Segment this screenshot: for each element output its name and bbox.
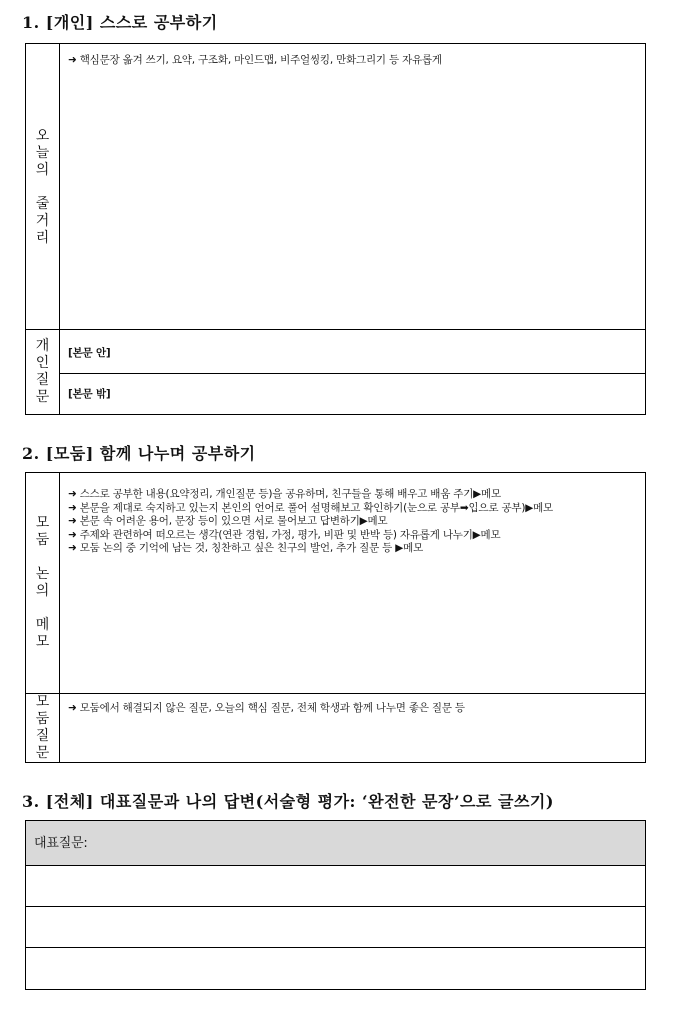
memo-label-a: 모둠 <box>35 515 50 548</box>
group-question-field[interactable] <box>60 717 645 761</box>
group-question-hint: ➜ 모둠에서 해결되지 않은 질문, 오늘의 핵심 질문, 전체 학생과 함께 나누면 좋은 질문 등 <box>68 702 465 714</box>
memo-label-c: 메모 <box>35 617 50 650</box>
memo-label-b: 논의 <box>35 566 50 599</box>
notes-hint: ➜ 핵심문장 옮겨 쓰기, 요약, 구조화, 마인드맵, 비주얼씽킹, 만화그리기 등 자유롭게 <box>68 54 442 66</box>
section2-table <box>25 472 646 763</box>
personal-question-text: 개인질문 <box>35 338 50 405</box>
notes-label-b: 줄거리 <box>35 195 50 246</box>
outside-question-field[interactable] <box>146 377 641 411</box>
inside-question-field[interactable] <box>146 334 641 370</box>
notes-label <box>26 44 60 330</box>
answer-line-3[interactable] <box>26 948 645 989</box>
representative-question-header <box>26 821 645 865</box>
list-item: ➜ 주제와 관련하여 떠오르는 생각(연관 경험, 가정, 평가, 비판 및 반박 등) 자유롭게 나누기▶메모 <box>68 528 501 541</box>
section2-heading: 2. [모둠] 함께 나누며 공부하기 <box>22 444 256 463</box>
inside-text-label: [본문 안] <box>68 347 111 359</box>
section3-heading: 3. [전체] 대표질문과 나의 답변(서술형 평가: ‘완전한 문장’으로 글쓰기) <box>22 792 554 811</box>
notes-area[interactable] <box>60 68 645 328</box>
personal-question-label <box>26 330 60 414</box>
answer-line-2[interactable] <box>26 907 645 947</box>
outside-text-label: [본문 밖] <box>68 388 111 400</box>
list-item: ➜ 본문을 제대로 숙지하고 있는지 본인의 언어로 풀어 설명해보고 확인하기(눈으로 공부➡입으로 공부)▶메모 <box>68 501 553 514</box>
answer-line-1[interactable] <box>26 866 645 906</box>
memo-area[interactable] <box>60 563 645 691</box>
divider <box>26 329 645 330</box>
group-memo-label <box>26 473 60 693</box>
section1-heading: 1. [개인] 스스로 공부하기 <box>22 13 218 32</box>
section1-table <box>25 43 646 415</box>
section3-table <box>25 820 646 990</box>
notes-label-a: 오늘의 <box>35 127 50 178</box>
divider <box>60 373 645 374</box>
divider <box>26 693 645 694</box>
group-question-label <box>26 693 60 762</box>
memo-list <box>68 488 553 556</box>
list-item: ➜ 모둠 논의 중 기억에 남는 것, 칭찬하고 싶은 친구의 발언, 추가 질문 등 ▶메모 <box>68 542 424 554</box>
list-item: ➜ 스스로 공부한 내용(요약정리, 개인질문 등)을 공유하며, 친구들을 통해 배우고 배움 주기▶메모 <box>68 488 501 500</box>
group-question-text: 모둠질문 <box>35 693 50 761</box>
representative-question-label: 대표질문: <box>34 836 88 851</box>
list-item: ➜ 본문 속 어려운 용어, 문장 등이 있으면 서로 물어보고 답변하기▶메모 <box>68 515 388 527</box>
